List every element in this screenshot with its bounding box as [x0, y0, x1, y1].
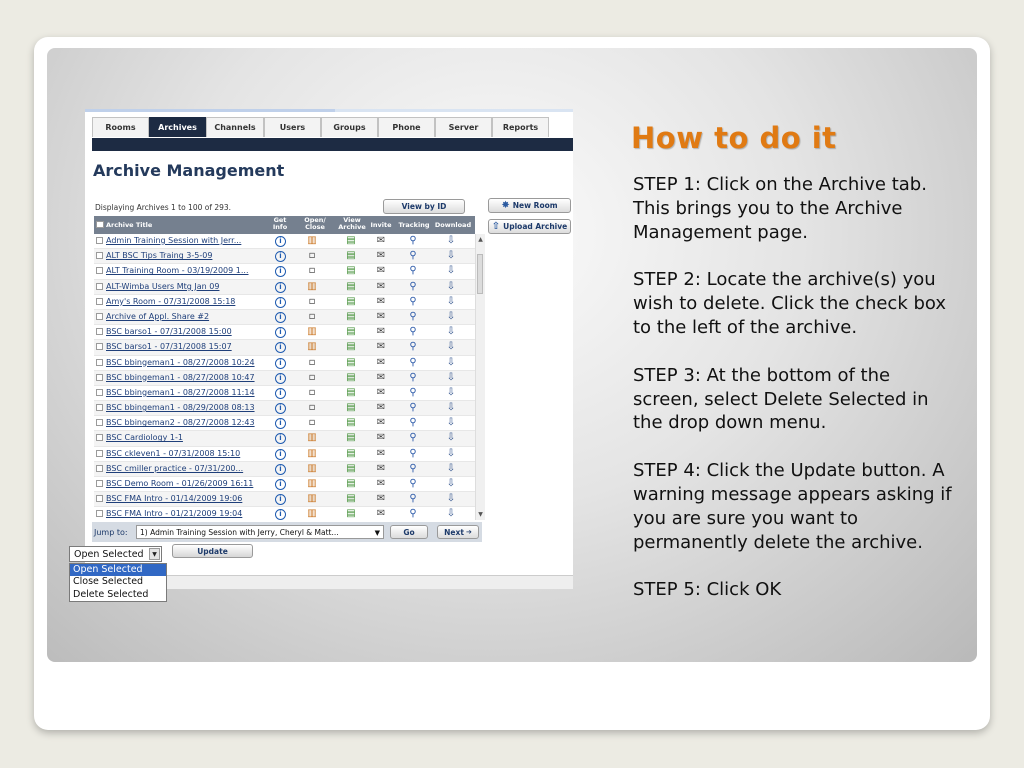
archive-title-link[interactable]: BSC bbingeman2 - 08/27/2008 12:43 — [106, 418, 255, 428]
gear-icon: ✸ — [501, 200, 510, 211]
view-archive-icon[interactable]: ▤ — [346, 462, 356, 474]
view-archive-icon[interactable]: ▤ — [346, 265, 356, 277]
page-title: Archive Management — [93, 161, 285, 180]
view-archive-icon[interactable]: ▤ — [346, 432, 356, 444]
row-checkbox[interactable] — [96, 404, 103, 411]
download-icon[interactable]: ⇩ — [446, 295, 456, 307]
open-icon[interactable]: ▥ — [307, 462, 317, 474]
tracking-icon[interactable]: ⚲ — [409, 280, 417, 292]
step-4: STEP 4: Click the Update button. A warning message appears asking if you are sure you want to permanently delete the archive. — [633, 460, 952, 553]
download-icon[interactable]: ⇩ — [446, 432, 456, 444]
info-icon[interactable]: i — [275, 282, 286, 293]
select-all-checkbox[interactable] — [96, 221, 104, 228]
col-info: Get Info — [272, 216, 288, 231]
invite-icon[interactable]: ✉ — [376, 295, 386, 307]
info-icon[interactable]: i — [275, 433, 286, 444]
view-archive-icon[interactable]: ▤ — [346, 326, 356, 338]
upload-archive-button[interactable] — [488, 219, 571, 234]
info-icon[interactable]: i — [275, 342, 286, 353]
table-row — [94, 310, 475, 325]
table-row — [94, 325, 475, 340]
new-room-button[interactable] — [488, 198, 571, 213]
invite-icon[interactable]: ✉ — [376, 462, 386, 474]
tracking-icon[interactable]: ⚲ — [409, 265, 417, 277]
scroll-down-icon[interactable]: ▼ — [478, 511, 483, 518]
invite-icon[interactable]: ✉ — [376, 310, 386, 322]
download-icon[interactable]: ⇩ — [446, 326, 456, 338]
download-icon[interactable]: ⇩ — [446, 356, 456, 368]
invite-icon[interactable]: ✉ — [376, 493, 386, 505]
row-checkbox[interactable] — [96, 419, 103, 426]
tab-rooms[interactable]: Rooms — [92, 117, 149, 137]
next-button[interactable] — [437, 525, 479, 539]
table-scrollbar[interactable] — [475, 234, 485, 520]
invite-icon[interactable]: ✉ — [376, 280, 386, 292]
info-icon[interactable]: i — [275, 418, 286, 429]
download-icon[interactable]: ⇩ — [446, 447, 456, 459]
download-icon[interactable]: ⇩ — [446, 417, 456, 429]
table-row — [94, 340, 475, 355]
close-icon[interactable]: ▫ — [308, 417, 316, 429]
row-checkbox[interactable] — [96, 328, 103, 335]
new-room-label: New Room — [512, 201, 558, 210]
archive-title-link[interactable]: Amy's Room - 07/31/2008 15:18 — [106, 296, 236, 306]
col-view: View Archive — [338, 216, 366, 231]
close-icon[interactable]: ▫ — [308, 295, 316, 307]
step-5: STEP 5: Click OK — [633, 579, 782, 601]
tab-archives[interactable]: Archives — [149, 117, 206, 137]
invite-icon[interactable]: ✉ — [376, 235, 386, 246]
step-1: STEP 1: Click on the Archive tab. This brings you to the Archive Management page. — [633, 174, 927, 243]
tracking-icon[interactable]: ⚲ — [409, 235, 417, 246]
view-archive-icon[interactable]: ▤ — [346, 310, 356, 322]
row-checkbox[interactable] — [96, 298, 103, 305]
tracking-icon[interactable]: ⚲ — [409, 356, 417, 368]
info-icon[interactable]: i — [275, 236, 286, 247]
scroll-up-icon[interactable]: ▲ — [478, 236, 483, 243]
table-row — [94, 295, 475, 310]
tracking-icon[interactable]: ⚲ — [409, 310, 417, 322]
archive-title-link[interactable]: BSC ckleven1 - 07/31/2008 15:10 — [106, 448, 241, 458]
step-3: STEP 3: At the bottom of the screen, select Delete Selected in the drop down menu. — [633, 364, 929, 434]
invite-icon[interactable]: ✉ — [376, 432, 386, 444]
invite-icon[interactable]: ✉ — [376, 417, 386, 429]
info-icon[interactable]: i — [275, 464, 286, 475]
view-archive-icon[interactable]: ▤ — [346, 402, 356, 414]
close-icon[interactable]: ▫ — [308, 250, 316, 262]
invite-icon[interactable]: ✉ — [376, 371, 386, 383]
row-checkbox[interactable] — [96, 450, 103, 457]
table-row — [94, 416, 475, 431]
table-row — [94, 477, 475, 492]
row-checkbox[interactable] — [96, 237, 103, 244]
row-checkbox[interactable] — [96, 267, 103, 274]
info-icon[interactable]: i — [275, 403, 286, 414]
col-title[interactable]: Archive Title — [106, 221, 153, 229]
jump-bar — [92, 522, 482, 542]
row-checkbox[interactable] — [96, 374, 103, 381]
scroll-thumb[interactable] — [477, 254, 483, 294]
view-archive-icon[interactable]: ▤ — [346, 341, 356, 353]
download-icon[interactable]: ⇩ — [446, 265, 456, 277]
open-icon[interactable]: ▥ — [307, 508, 317, 520]
archive-title-link[interactable]: BSC bbingeman1 - 08/27/2008 10:47 — [106, 372, 255, 382]
open-icon[interactable]: ▥ — [307, 478, 317, 489]
view-archive-icon[interactable]: ▤ — [346, 235, 356, 246]
archive-title-link[interactable]: ALT BSC Tips Traing 3-5-09 — [106, 251, 213, 261]
tracking-icon[interactable]: ⚲ — [409, 402, 417, 414]
archive-screenshot — [85, 109, 573, 589]
download-icon[interactable]: ⇩ — [446, 235, 456, 246]
archive-title-link[interactable]: BSC barso1 - 07/31/2008 15:00 — [106, 327, 232, 337]
open-icon[interactable]: ▥ — [307, 341, 317, 353]
tab-channels[interactable]: Channels — [206, 117, 264, 137]
top-line — [85, 109, 573, 112]
invite-icon[interactable]: ✉ — [376, 250, 386, 262]
info-icon[interactable]: i — [275, 388, 286, 399]
table-row — [94, 280, 475, 295]
nav-bar — [92, 138, 573, 151]
row-checkbox[interactable] — [96, 283, 103, 290]
table-row — [94, 401, 475, 416]
archive-title-link[interactable]: BSC cmiller practice - 07/31/200... — [106, 463, 244, 473]
download-icon[interactable]: ⇩ — [446, 341, 456, 353]
action-select[interactable] — [69, 546, 162, 562]
info-icon[interactable]: i — [275, 297, 286, 308]
download-icon[interactable]: ⇩ — [446, 462, 456, 474]
displaying-count: Displaying Archives 1 to 100 of 293. — [95, 203, 232, 212]
invite-icon[interactable]: ✉ — [376, 447, 386, 459]
view-archive-icon[interactable]: ▤ — [346, 250, 356, 262]
tracking-icon[interactable]: ⚲ — [409, 417, 417, 429]
table-row — [94, 371, 475, 386]
info-icon[interactable]: i — [275, 373, 286, 384]
jump-select-value: 1) Admin Training Session with Jerry, Cheryl & Matt... — [140, 528, 339, 537]
tracking-icon[interactable]: ⚲ — [409, 462, 417, 474]
info-icon[interactable]: i — [275, 449, 286, 460]
view-archive-icon[interactable]: ▤ — [346, 417, 356, 429]
archive-title-link[interactable]: BSC bbingeman1 - 08/29/2008 08:13 — [106, 403, 255, 413]
download-icon[interactable]: ⇩ — [446, 310, 456, 322]
row-checkbox[interactable] — [96, 252, 103, 259]
table-row — [94, 249, 475, 264]
steps-list — [633, 173, 953, 602]
invite-icon[interactable]: ✉ — [376, 478, 386, 489]
slide-title: How to do it — [631, 121, 837, 155]
info-icon[interactable]: i — [275, 266, 286, 277]
invite-icon[interactable]: ✉ — [376, 402, 386, 414]
upload-archive-label: Upload Archive — [503, 222, 568, 231]
info-icon[interactable]: i — [275, 479, 286, 490]
table-row — [94, 386, 475, 401]
archive-title-link[interactable]: BSC Demo Room - 01/26/2009 16:11 — [106, 479, 254, 488]
table-row — [94, 462, 475, 477]
tracking-icon[interactable]: ⚲ — [409, 386, 417, 398]
table-row — [94, 264, 475, 279]
archive-title-link[interactable]: BSC bbingeman1 - 08/27/2008 10:24 — [106, 357, 255, 367]
view-by-id-button[interactable]: View by ID — [383, 199, 465, 214]
update-button[interactable]: Update — [172, 544, 253, 558]
table-header — [94, 216, 475, 234]
jump-select[interactable] — [136, 525, 384, 539]
tracking-icon[interactable]: ⚲ — [409, 295, 417, 307]
row-checkbox[interactable] — [96, 359, 103, 366]
tab-reports[interactable]: Reports — [492, 117, 549, 137]
info-icon[interactable]: i — [275, 358, 286, 369]
close-icon[interactable]: ▫ — [308, 402, 316, 414]
action-dropdown-list — [69, 563, 167, 602]
row-checkbox[interactable] — [96, 465, 103, 472]
info-icon[interactable]: i — [275, 509, 286, 520]
arrow-right-icon: ➔ — [465, 528, 472, 536]
download-icon[interactable]: ⇩ — [446, 386, 456, 398]
archive-title-link[interactable]: BSC bbingeman1 - 08/27/2008 11:14 — [106, 387, 255, 397]
tab-server[interactable]: Server — [435, 117, 492, 137]
col-open-close: Open/ Close — [304, 216, 326, 231]
tracking-icon[interactable]: ⚲ — [409, 447, 417, 459]
info-icon[interactable]: i — [275, 251, 286, 262]
info-icon[interactable]: i — [275, 327, 286, 338]
close-icon[interactable]: ▫ — [308, 356, 316, 368]
row-checkbox[interactable] — [96, 495, 103, 502]
view-archive-icon[interactable]: ▤ — [346, 447, 356, 459]
archive-title-link[interactable]: BSC Cardiology 1-1 — [106, 433, 183, 443]
archive-title-link[interactable]: BSC barso1 - 07/31/2008 15:07 — [106, 342, 232, 352]
table-row — [94, 492, 475, 507]
invite-icon[interactable]: ✉ — [376, 386, 386, 398]
col-tracking: Tracking — [398, 221, 430, 229]
download-icon[interactable]: ⇩ — [446, 250, 456, 262]
row-checkbox[interactable] — [96, 313, 103, 320]
col-download: Download — [434, 221, 472, 229]
row-checkbox[interactable] — [96, 510, 103, 517]
archive-title-link[interactable]: BSC FMA Intro - 01/21/2009 19:04 — [106, 509, 243, 519]
go-button[interactable]: Go — [390, 525, 428, 539]
view-archive-icon[interactable]: ▤ — [346, 493, 356, 505]
invite-icon[interactable]: ✉ — [376, 508, 386, 520]
tab-groups[interactable]: Groups — [321, 117, 378, 137]
archive-title-link[interactable]: ALT-Wimba Users Mtg Jan 09 — [106, 281, 220, 291]
download-icon[interactable]: ⇩ — [446, 371, 456, 383]
option-close-selected[interactable]: Close Selected — [73, 576, 144, 588]
view-archive-icon[interactable]: ▤ — [346, 356, 356, 368]
view-archive-icon[interactable]: ▤ — [346, 371, 356, 383]
close-icon[interactable]: ▫ — [308, 310, 316, 322]
open-icon[interactable]: ▥ — [307, 280, 317, 292]
download-icon[interactable]: ⇩ — [446, 280, 456, 292]
view-archive-icon[interactable]: ▤ — [346, 386, 356, 398]
open-icon[interactable]: ▥ — [307, 447, 317, 459]
option-open-selected[interactable]: Open Selected — [70, 564, 166, 576]
tracking-icon[interactable]: ⚲ — [409, 432, 417, 444]
jump-label: Jump to: — [94, 528, 128, 537]
view-archive-icon[interactable]: ▤ — [346, 508, 356, 520]
invite-icon[interactable]: ✉ — [376, 341, 386, 353]
view-archive-icon[interactable]: ▤ — [346, 280, 356, 292]
close-icon[interactable]: ▫ — [308, 386, 316, 398]
close-icon[interactable]: ▫ — [308, 265, 316, 277]
invite-icon[interactable]: ✉ — [376, 265, 386, 277]
table-body — [94, 234, 475, 523]
table-row — [94, 356, 475, 371]
step-2: STEP 2: Locate the archive(s) you wish to delete. Click the check box to the left of the archive. — [633, 269, 947, 338]
info-icon[interactable]: i — [275, 312, 286, 323]
download-icon[interactable]: ⇩ — [446, 508, 456, 520]
tracking-icon[interactable]: ⚲ — [409, 478, 417, 489]
table-row — [94, 447, 475, 462]
view-archive-icon[interactable]: ▤ — [346, 478, 356, 489]
chevron-down-icon: ▼ — [374, 529, 380, 537]
download-icon[interactable]: ⇩ — [446, 478, 456, 489]
tracking-icon[interactable]: ⚲ — [409, 326, 417, 338]
table-row — [94, 507, 475, 522]
archive-title-link[interactable]: Archive of Appl. Share #2 — [106, 311, 210, 321]
tracking-icon[interactable]: ⚲ — [409, 508, 417, 520]
row-checkbox[interactable] — [96, 434, 103, 441]
archive-title-link[interactable]: Admin Training Session with Jerr... — [106, 236, 242, 245]
row-checkbox[interactable] — [96, 480, 103, 487]
action-select-value: Open Selected — [74, 549, 144, 560]
row-checkbox[interactable] — [96, 389, 103, 396]
invite-icon[interactable]: ✉ — [376, 326, 386, 338]
next-label: Next — [444, 527, 464, 537]
archive-table — [94, 216, 475, 523]
view-archive-icon[interactable]: ▤ — [346, 295, 356, 307]
tracking-icon[interactable]: ⚲ — [409, 250, 417, 262]
table-row — [94, 234, 475, 249]
tab-phone[interactable]: Phone — [378, 117, 435, 137]
col-invite: Invite — [370, 221, 392, 229]
info-icon[interactable]: i — [275, 494, 286, 505]
invite-icon[interactable]: ✉ — [376, 356, 386, 368]
table-row — [94, 431, 475, 446]
open-icon[interactable]: ▥ — [307, 493, 317, 505]
tab-bar — [92, 117, 573, 138]
row-checkbox[interactable] — [96, 343, 103, 350]
archive-title-link[interactable]: ALT Training Room - 03/19/2009 1... — [106, 266, 249, 276]
close-icon[interactable]: ▫ — [308, 371, 316, 383]
tab-users[interactable]: Users — [264, 117, 321, 137]
tracking-icon[interactable]: ⚲ — [409, 493, 417, 505]
tracking-icon[interactable]: ⚲ — [409, 341, 417, 353]
open-icon[interactable]: ▥ — [307, 235, 317, 246]
open-icon[interactable]: ▥ — [307, 432, 317, 444]
archive-title-link[interactable]: BSC FMA Intro - 01/14/2009 19:06 — [106, 494, 243, 504]
tracking-icon[interactable]: ⚲ — [409, 371, 417, 383]
open-icon[interactable]: ▥ — [307, 326, 317, 338]
option-delete-selected[interactable]: Delete Selected — [73, 588, 149, 600]
download-icon[interactable]: ⇩ — [446, 493, 456, 505]
download-icon[interactable]: ⇩ — [446, 402, 456, 414]
upload-icon: ⇧ — [491, 221, 501, 232]
chevron-down-icon[interactable]: ▼ — [149, 548, 160, 560]
